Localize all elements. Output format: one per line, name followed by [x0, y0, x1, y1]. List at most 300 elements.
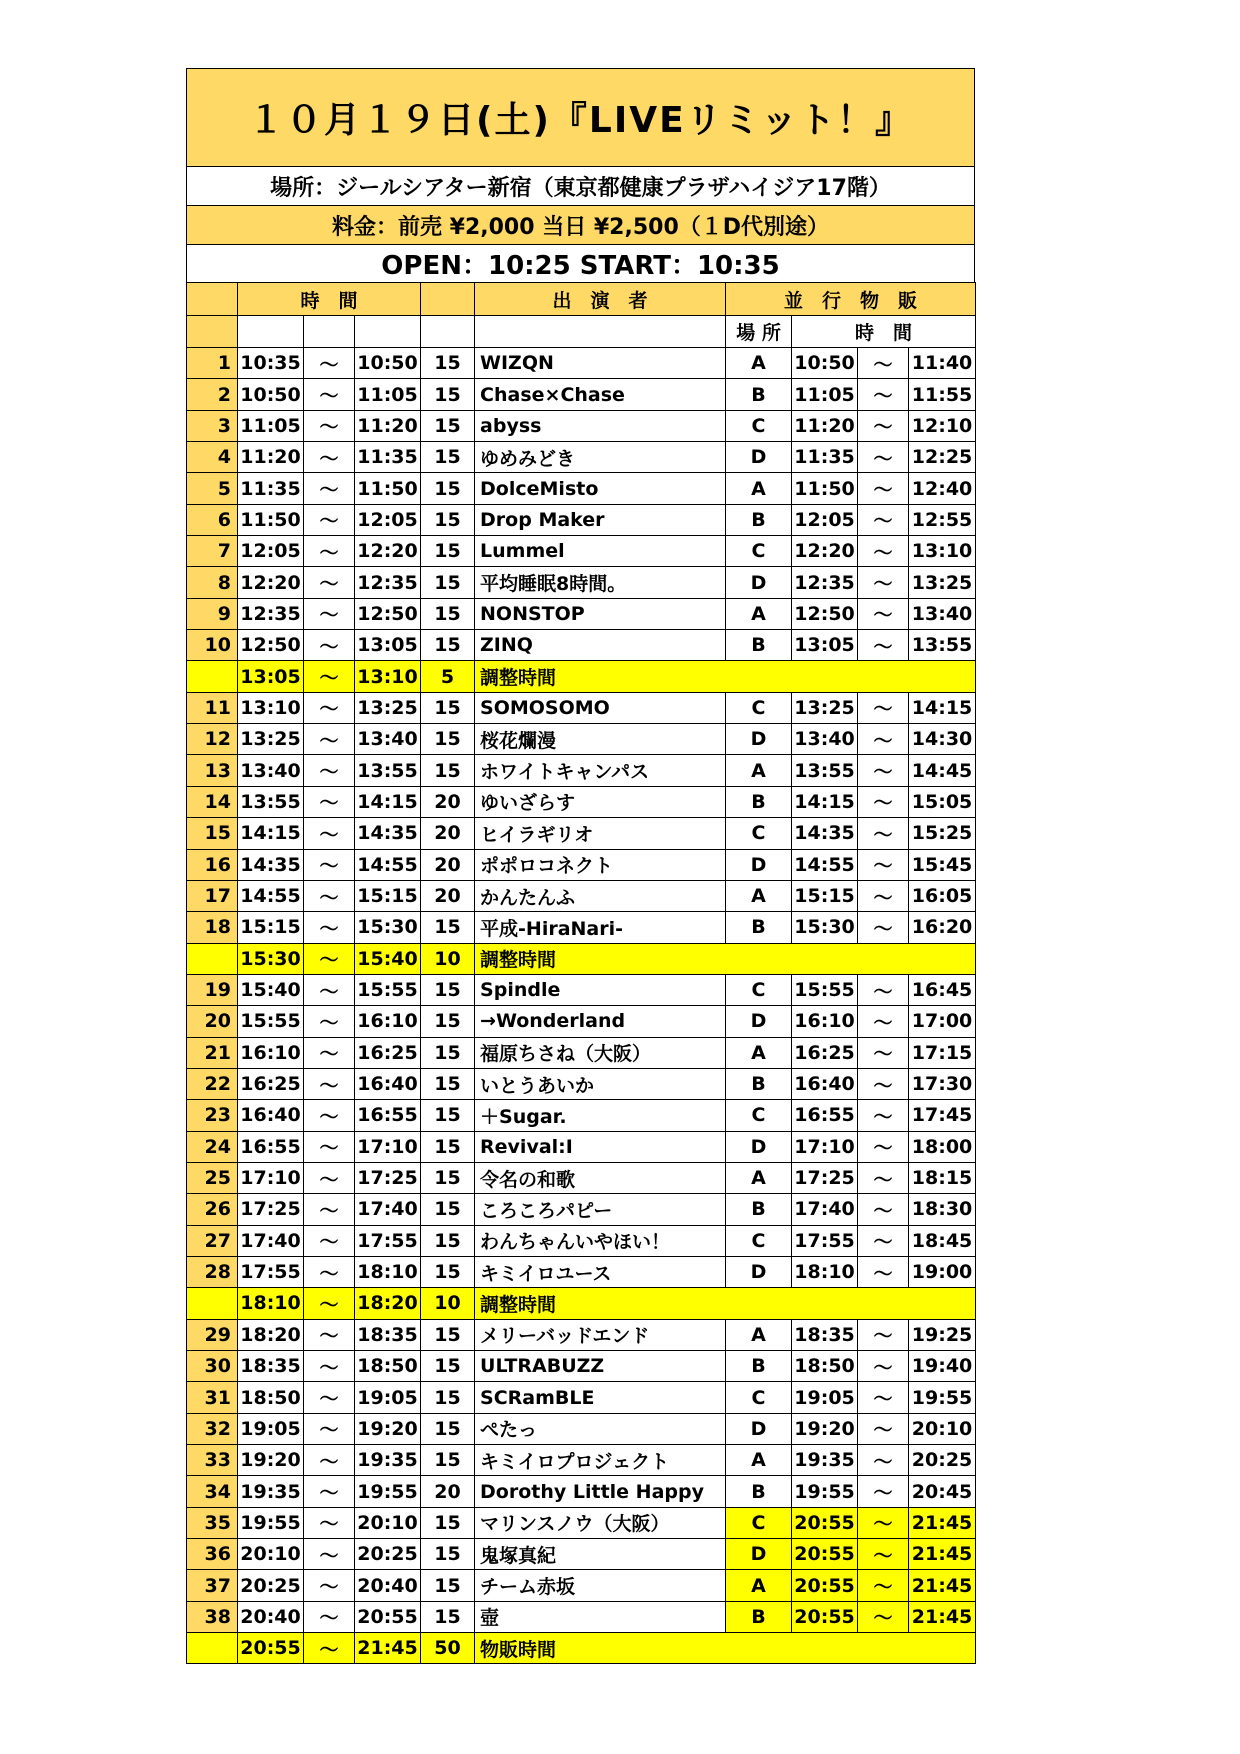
performer-name: ころころパピー [475, 1194, 726, 1225]
merch-start: 17:10 [792, 1131, 858, 1162]
merch-place: A [726, 348, 792, 379]
start-time: 16:40 [238, 1100, 304, 1131]
row-no: 9 [187, 598, 238, 629]
merch-end: 13:10 [909, 536, 976, 567]
merch-place: C [726, 1507, 792, 1538]
duration: 15 [421, 379, 475, 410]
duration: 15 [421, 442, 475, 473]
merch-end: 19:55 [909, 1382, 976, 1413]
start-time: 14:55 [238, 880, 304, 911]
table-row [187, 1100, 976, 1131]
row-no: 37 [187, 1570, 238, 1601]
performer-name: SOMOSOMO [475, 692, 726, 723]
end-time: 20:25 [355, 1539, 421, 1570]
tilde: ～ [858, 630, 909, 661]
start-time: 12:50 [238, 630, 304, 661]
tilde: ～ [304, 1351, 355, 1382]
merch-place: A [726, 473, 792, 504]
merch-start: 19:05 [792, 1382, 858, 1413]
performer-name: ULTRABUZZ [475, 1351, 726, 1382]
tilde: ～ [304, 974, 355, 1005]
merch-place: B [726, 379, 792, 410]
tilde: ～ [858, 912, 909, 943]
performer-name: いとうあいか [475, 1068, 726, 1099]
row-no: 13 [187, 755, 238, 786]
performer-name: SCRamBLE [475, 1382, 726, 1413]
tilde: ～ [858, 536, 909, 567]
duration: 15 [421, 724, 475, 755]
end-time: 11:05 [355, 379, 421, 410]
subheader-blank [355, 316, 421, 348]
merch-end: 13:40 [909, 598, 976, 629]
merch-start: 14:55 [792, 849, 858, 880]
duration: 15 [421, 1413, 475, 1444]
break-label: 調整時間 [475, 943, 976, 974]
performer-name: WIZQN [475, 348, 726, 379]
price-info: 料金：前売 ¥2,000 当日 ¥2,500（１D代別途） [186, 205, 975, 244]
tilde: ～ [858, 1601, 909, 1632]
table-row [187, 1162, 976, 1193]
start-time: 15:55 [238, 1006, 304, 1037]
start-time: 19:55 [238, 1507, 304, 1538]
merch-end: 12:40 [909, 473, 976, 504]
table-row [187, 410, 976, 441]
tilde: ～ [858, 410, 909, 441]
end-time: 21:45 [355, 1633, 421, 1664]
tilde: ～ [858, 1100, 909, 1131]
tilde: ～ [304, 1601, 355, 1632]
merch-end: 11:40 [909, 348, 976, 379]
tilde: ～ [304, 1413, 355, 1444]
table-row [187, 1194, 976, 1225]
tilde: ～ [304, 692, 355, 723]
tilde: ～ [304, 536, 355, 567]
row-no: 14 [187, 786, 238, 817]
end-time: 15:40 [355, 943, 421, 974]
tilde: ～ [304, 410, 355, 441]
start-time: 15:15 [238, 912, 304, 943]
start-time: 10:35 [238, 348, 304, 379]
merch-start: 20:55 [792, 1601, 858, 1632]
row-no: 12 [187, 724, 238, 755]
table-row [187, 724, 976, 755]
end-time: 15:15 [355, 880, 421, 911]
table-row [187, 1507, 976, 1538]
tilde: ～ [304, 630, 355, 661]
merch-place: A [726, 598, 792, 629]
table-row [187, 1068, 976, 1099]
merch-start: 13:55 [792, 755, 858, 786]
tilde: ～ [858, 818, 909, 849]
duration: 20 [421, 1476, 475, 1507]
merch-end: 15:45 [909, 849, 976, 880]
table-row [187, 692, 976, 723]
tilde: ～ [858, 1413, 909, 1444]
merch-place: D [726, 1413, 792, 1444]
tilde: ～ [304, 1037, 355, 1068]
performer-name: →Wonderland [475, 1006, 726, 1037]
table-row [187, 912, 976, 943]
tilde: ～ [304, 1288, 355, 1319]
tilde: ～ [304, 880, 355, 911]
table-row [187, 1006, 976, 1037]
duration: 15 [421, 1131, 475, 1162]
row-no: 15 [187, 818, 238, 849]
start-time: 19:20 [238, 1445, 304, 1476]
table-row [187, 1476, 976, 1507]
row-no: 11 [187, 692, 238, 723]
duration: 15 [421, 1068, 475, 1099]
duration: 10 [421, 1288, 475, 1319]
table-row [187, 1225, 976, 1256]
tilde: ～ [304, 473, 355, 504]
tilde: ～ [858, 473, 909, 504]
table-row [187, 379, 976, 410]
merch-end: 18:30 [909, 1194, 976, 1225]
tilde: ～ [858, 786, 909, 817]
table-row [187, 1445, 976, 1476]
start-time: 14:35 [238, 849, 304, 880]
table-row [187, 974, 976, 1005]
tilde: ～ [858, 379, 909, 410]
start-time: 18:20 [238, 1319, 304, 1350]
tilde: ～ [304, 943, 355, 974]
tilde: ～ [858, 724, 909, 755]
tilde: ～ [304, 661, 355, 692]
row-no: 30 [187, 1351, 238, 1382]
end-time: 17:10 [355, 1131, 421, 1162]
row-no [187, 1633, 238, 1664]
performer-name: Lummel [475, 536, 726, 567]
performer-name: ポポロコネクト [475, 849, 726, 880]
merch-end: 15:25 [909, 818, 976, 849]
start-time: 18:10 [238, 1288, 304, 1319]
duration: 15 [421, 974, 475, 1005]
row-no: 6 [187, 504, 238, 535]
duration: 15 [421, 1601, 475, 1632]
duration: 15 [421, 1006, 475, 1037]
performer-name: かんたんふ [475, 880, 726, 911]
tilde: ～ [304, 1633, 355, 1664]
merch-end: 14:15 [909, 692, 976, 723]
merch-place: B [726, 1351, 792, 1382]
start-time: 17:25 [238, 1194, 304, 1225]
break-row [187, 1288, 976, 1319]
merch-end: 13:55 [909, 630, 976, 661]
tilde: ～ [858, 1194, 909, 1225]
end-time: 19:20 [355, 1413, 421, 1444]
duration: 15 [421, 1319, 475, 1350]
start-time: 16:10 [238, 1037, 304, 1068]
start-time: 12:35 [238, 598, 304, 629]
duration: 15 [421, 692, 475, 723]
duration: 15 [421, 410, 475, 441]
duration: 20 [421, 880, 475, 911]
start-time: 14:15 [238, 818, 304, 849]
duration: 15 [421, 1037, 475, 1068]
table-row [187, 442, 976, 473]
performer-name: Dorothy Little Happy [475, 1476, 726, 1507]
tilde: ～ [858, 1382, 909, 1413]
merch-end: 12:25 [909, 442, 976, 473]
merch-end: 14:30 [909, 724, 976, 755]
tilde: ～ [304, 1162, 355, 1193]
merch-start: 11:05 [792, 379, 858, 410]
tilde: ～ [858, 1507, 909, 1538]
subheader-blank [238, 316, 304, 348]
performer-name: わんちゃんいやほい！ [475, 1225, 726, 1256]
table-row [187, 536, 976, 567]
merch-place: C [726, 1225, 792, 1256]
tilde: ～ [304, 1194, 355, 1225]
subheader-no-cell [187, 316, 238, 348]
merch-start: 16:55 [792, 1100, 858, 1131]
merch-place: C [726, 410, 792, 441]
end-time: 12:35 [355, 567, 421, 598]
performer-name: 平成-HiraNari- [475, 912, 726, 943]
merch-end: 21:45 [909, 1539, 976, 1570]
start-time: 10:50 [238, 379, 304, 410]
duration: 15 [421, 1507, 475, 1538]
merch-start: 17:40 [792, 1194, 858, 1225]
merch-end: 12:10 [909, 410, 976, 441]
merch-place: A [726, 1445, 792, 1476]
tilde: ～ [858, 442, 909, 473]
merch-start: 13:40 [792, 724, 858, 755]
table-row [187, 630, 976, 661]
merch-place: B [726, 912, 792, 943]
merch-start: 12:35 [792, 567, 858, 598]
row-no: 5 [187, 473, 238, 504]
tilde: ～ [858, 567, 909, 598]
start-time: 11:20 [238, 442, 304, 473]
end-time: 14:55 [355, 849, 421, 880]
tilde: ～ [858, 1570, 909, 1601]
merch-place: D [726, 1131, 792, 1162]
start-time: 20:40 [238, 1601, 304, 1632]
performer-name: ＋Sugar. [475, 1100, 726, 1131]
merch-start: 13:05 [792, 630, 858, 661]
subheader-row [187, 316, 976, 348]
merch-start: 15:55 [792, 974, 858, 1005]
row-no: 32 [187, 1413, 238, 1444]
end-time: 16:40 [355, 1068, 421, 1099]
table-row [187, 348, 976, 379]
merch-start: 19:35 [792, 1445, 858, 1476]
row-no: 3 [187, 410, 238, 441]
duration: 15 [421, 912, 475, 943]
merch-end: 18:00 [909, 1131, 976, 1162]
duration: 15 [421, 598, 475, 629]
open-start-info: OPEN：10:25 START：10:35 [186, 244, 975, 282]
start-time: 17:55 [238, 1256, 304, 1287]
merch-end: 17:30 [909, 1068, 976, 1099]
start-time: 19:35 [238, 1476, 304, 1507]
start-time: 20:25 [238, 1570, 304, 1601]
end-time: 12:05 [355, 504, 421, 535]
tilde: ～ [304, 1256, 355, 1287]
merch-end: 15:05 [909, 786, 976, 817]
start-time: 19:05 [238, 1413, 304, 1444]
duration: 20 [421, 849, 475, 880]
row-no: 24 [187, 1131, 238, 1162]
table-row [187, 504, 976, 535]
merch-place: C [726, 974, 792, 1005]
tilde: ～ [304, 1100, 355, 1131]
tilde: ～ [304, 724, 355, 755]
merch-start: 20:55 [792, 1570, 858, 1601]
tilde: ～ [858, 1225, 909, 1256]
start-time: 18:50 [238, 1382, 304, 1413]
duration: 15 [421, 536, 475, 567]
end-time: 20:55 [355, 1601, 421, 1632]
tilde: ～ [858, 1037, 909, 1068]
merch-place: D [726, 567, 792, 598]
duration: 15 [421, 348, 475, 379]
performer-name: チーム赤坂 [475, 1570, 726, 1601]
duration: 15 [421, 1194, 475, 1225]
row-no: 35 [187, 1507, 238, 1538]
row-no: 8 [187, 567, 238, 598]
duration: 50 [421, 1633, 475, 1664]
table-row [187, 1256, 976, 1287]
tilde: ～ [304, 786, 355, 817]
duration: 20 [421, 818, 475, 849]
tilde: ～ [304, 598, 355, 629]
tilde: ～ [858, 1006, 909, 1037]
duration: 15 [421, 1351, 475, 1382]
performer-name: Drop Maker [475, 504, 726, 535]
merch-place: C [726, 536, 792, 567]
table-row [187, 1601, 976, 1632]
table-row [187, 849, 976, 880]
tilde: ～ [304, 1225, 355, 1256]
start-time: 17:10 [238, 1162, 304, 1193]
tilde: ～ [858, 348, 909, 379]
merch-place: D [726, 1006, 792, 1037]
row-no: 19 [187, 974, 238, 1005]
merch-end: 19:00 [909, 1256, 976, 1287]
tilde: ～ [304, 567, 355, 598]
row-no: 22 [187, 1068, 238, 1099]
performer-name: DolceMisto [475, 473, 726, 504]
tilde: ～ [304, 1319, 355, 1350]
end-time: 14:35 [355, 818, 421, 849]
row-no: 26 [187, 1194, 238, 1225]
header-time: 時 間 [238, 283, 421, 316]
timetable [186, 282, 976, 1664]
end-time: 18:20 [355, 1288, 421, 1319]
tilde: ～ [304, 442, 355, 473]
merch-end: 12:55 [909, 504, 976, 535]
start-time: 13:40 [238, 755, 304, 786]
merch-start: 16:40 [792, 1068, 858, 1099]
duration: 5 [421, 661, 475, 692]
tilde: ～ [858, 1445, 909, 1476]
start-time: 13:10 [238, 692, 304, 723]
end-time: 15:55 [355, 974, 421, 1005]
end-time: 15:30 [355, 912, 421, 943]
duration: 15 [421, 504, 475, 535]
table-row [187, 598, 976, 629]
end-time: 12:50 [355, 598, 421, 629]
table-row [187, 567, 976, 598]
tilde: ～ [858, 504, 909, 535]
header-row [187, 283, 976, 316]
merch-end: 17:15 [909, 1037, 976, 1068]
table-row [187, 1131, 976, 1162]
row-no [187, 1288, 238, 1319]
tilde: ～ [858, 1162, 909, 1193]
merch-place: D [726, 849, 792, 880]
end-time: 17:40 [355, 1194, 421, 1225]
merch-start: 19:55 [792, 1476, 858, 1507]
break-label: 調整時間 [475, 661, 976, 692]
tilde: ～ [858, 880, 909, 911]
end-time: 13:10 [355, 661, 421, 692]
merch-start: 14:35 [792, 818, 858, 849]
tilde: ～ [304, 849, 355, 880]
end-time: 19:05 [355, 1382, 421, 1413]
tilde: ～ [304, 1382, 355, 1413]
tilde: ～ [304, 348, 355, 379]
end-time: 12:20 [355, 536, 421, 567]
performer-name: ぺたっ [475, 1413, 726, 1444]
merch-end: 16:45 [909, 974, 976, 1005]
merch-start: 17:55 [792, 1225, 858, 1256]
merch-start: 12:50 [792, 598, 858, 629]
row-no: 2 [187, 379, 238, 410]
merch-place: A [726, 1319, 792, 1350]
duration: 15 [421, 567, 475, 598]
end-time: 16:10 [355, 1006, 421, 1037]
tilde: ～ [858, 1351, 909, 1382]
end-time: 17:55 [355, 1225, 421, 1256]
start-time: 15:30 [238, 943, 304, 974]
performer-name: ゆめみどき [475, 442, 726, 473]
tilde: ～ [858, 1539, 909, 1570]
tilde: ～ [858, 1131, 909, 1162]
performer-name: 平均睡眠8時間。 [475, 567, 726, 598]
merch-start: 17:25 [792, 1162, 858, 1193]
start-time: 15:40 [238, 974, 304, 1005]
table-row [187, 1413, 976, 1444]
tilde: ～ [304, 912, 355, 943]
merch-place: D [726, 442, 792, 473]
performer-name: Chase×Chase [475, 379, 726, 410]
row-no: 21 [187, 1037, 238, 1068]
performer-name: 壺 [475, 1601, 726, 1632]
merch-end: 18:15 [909, 1162, 976, 1193]
row-no: 23 [187, 1100, 238, 1131]
start-time: 20:10 [238, 1539, 304, 1570]
merch-start: 12:05 [792, 504, 858, 535]
break-label: 調整時間 [475, 1288, 976, 1319]
end-time: 13:25 [355, 692, 421, 723]
merch-start: 10:50 [792, 348, 858, 379]
end-time: 13:40 [355, 724, 421, 755]
merch-start: 12:20 [792, 536, 858, 567]
start-time: 16:55 [238, 1131, 304, 1162]
merch-start: 20:55 [792, 1507, 858, 1538]
table-row [187, 786, 976, 817]
table-row [187, 473, 976, 504]
merch-start: 16:10 [792, 1006, 858, 1037]
performer-name: ゆいざらす [475, 786, 726, 817]
table-row [187, 1382, 976, 1413]
merch-end: 21:45 [909, 1570, 976, 1601]
row-no: 29 [187, 1319, 238, 1350]
